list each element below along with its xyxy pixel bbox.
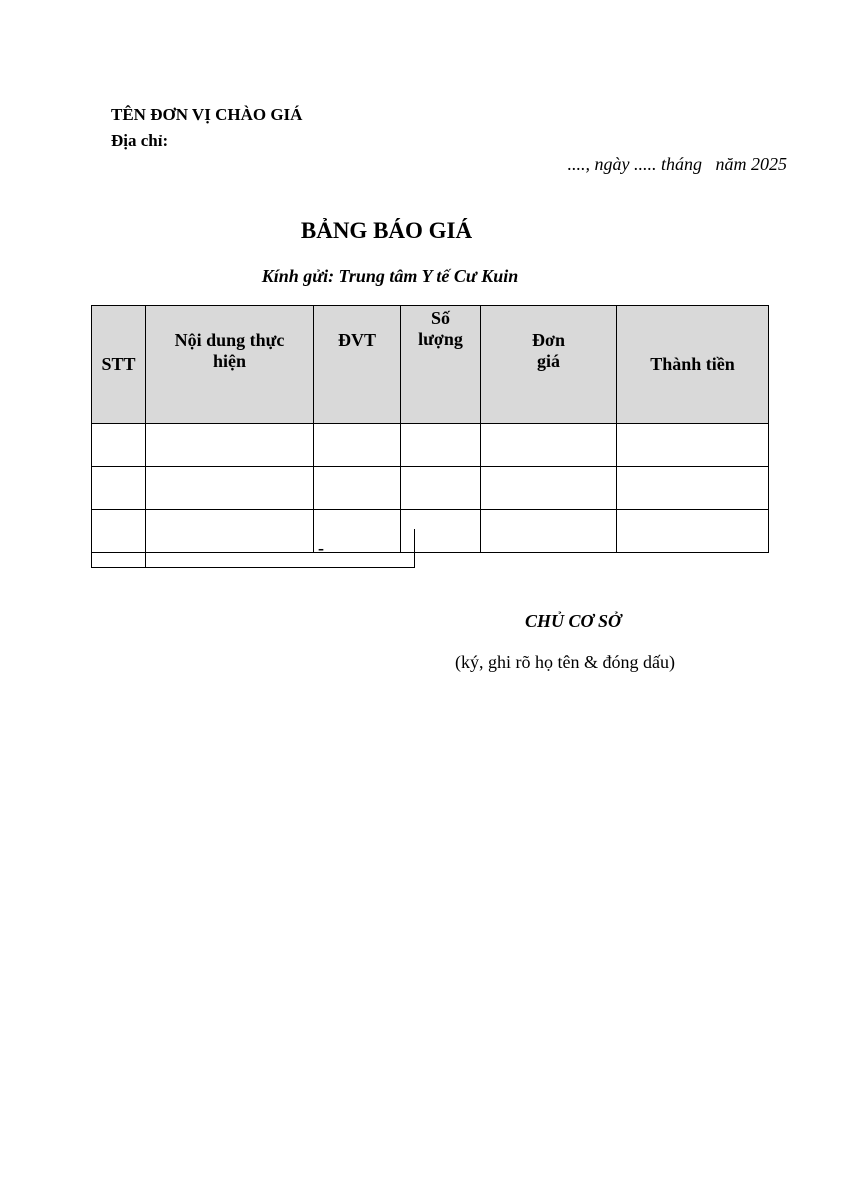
- table-cell: [314, 424, 401, 467]
- table-cell: [617, 510, 769, 553]
- total-row-table: [91, 529, 415, 568]
- table-row: [92, 467, 769, 510]
- total-label-cell: [92, 529, 146, 568]
- table-cell: [481, 424, 617, 467]
- table-cell: [146, 467, 314, 510]
- table-cell: [92, 467, 146, 510]
- table-cell: [314, 467, 401, 510]
- total-value: -: [146, 529, 415, 568]
- table-cell: [401, 424, 481, 467]
- table-cell: [92, 424, 146, 467]
- table-cell: [481, 510, 617, 553]
- table-row: [92, 424, 769, 467]
- table-cell: [481, 467, 617, 510]
- signature-title: CHỦ CƠ SỞ: [525, 611, 622, 631]
- quote-table: [91, 305, 769, 553]
- column-header-content: Nội dung thực hiện: [146, 306, 314, 424]
- table-cell: [617, 467, 769, 510]
- table-header-row: [92, 306, 769, 424]
- signature-note: (ký, ghi rõ họ tên & đóng dấu): [455, 652, 675, 672]
- column-header-unit-price: Đơn giá: [481, 306, 617, 424]
- recipient-line: Kính gửi: Trung tâm Y tế Cư Kuin: [261, 266, 519, 286]
- total-row: [92, 529, 415, 568]
- column-header-unit: ĐVT: [314, 306, 401, 424]
- date-line: ...., ngày ..... tháng năm 2025: [567, 154, 787, 174]
- column-header-quantity: Số lượng: [401, 306, 481, 424]
- org-name: TÊN ĐƠN VỊ CHÀO GIÁ: [111, 105, 303, 124]
- table-cell: [146, 424, 314, 467]
- document-title: BẢNG BÁO GIÁ: [300, 218, 473, 243]
- table-cell: [617, 424, 769, 467]
- address-label: Địa chỉ:: [111, 131, 169, 150]
- table-cell: [401, 467, 481, 510]
- column-header-stt: STT: [92, 306, 146, 424]
- column-header-amount: Thành tiền: [617, 306, 769, 424]
